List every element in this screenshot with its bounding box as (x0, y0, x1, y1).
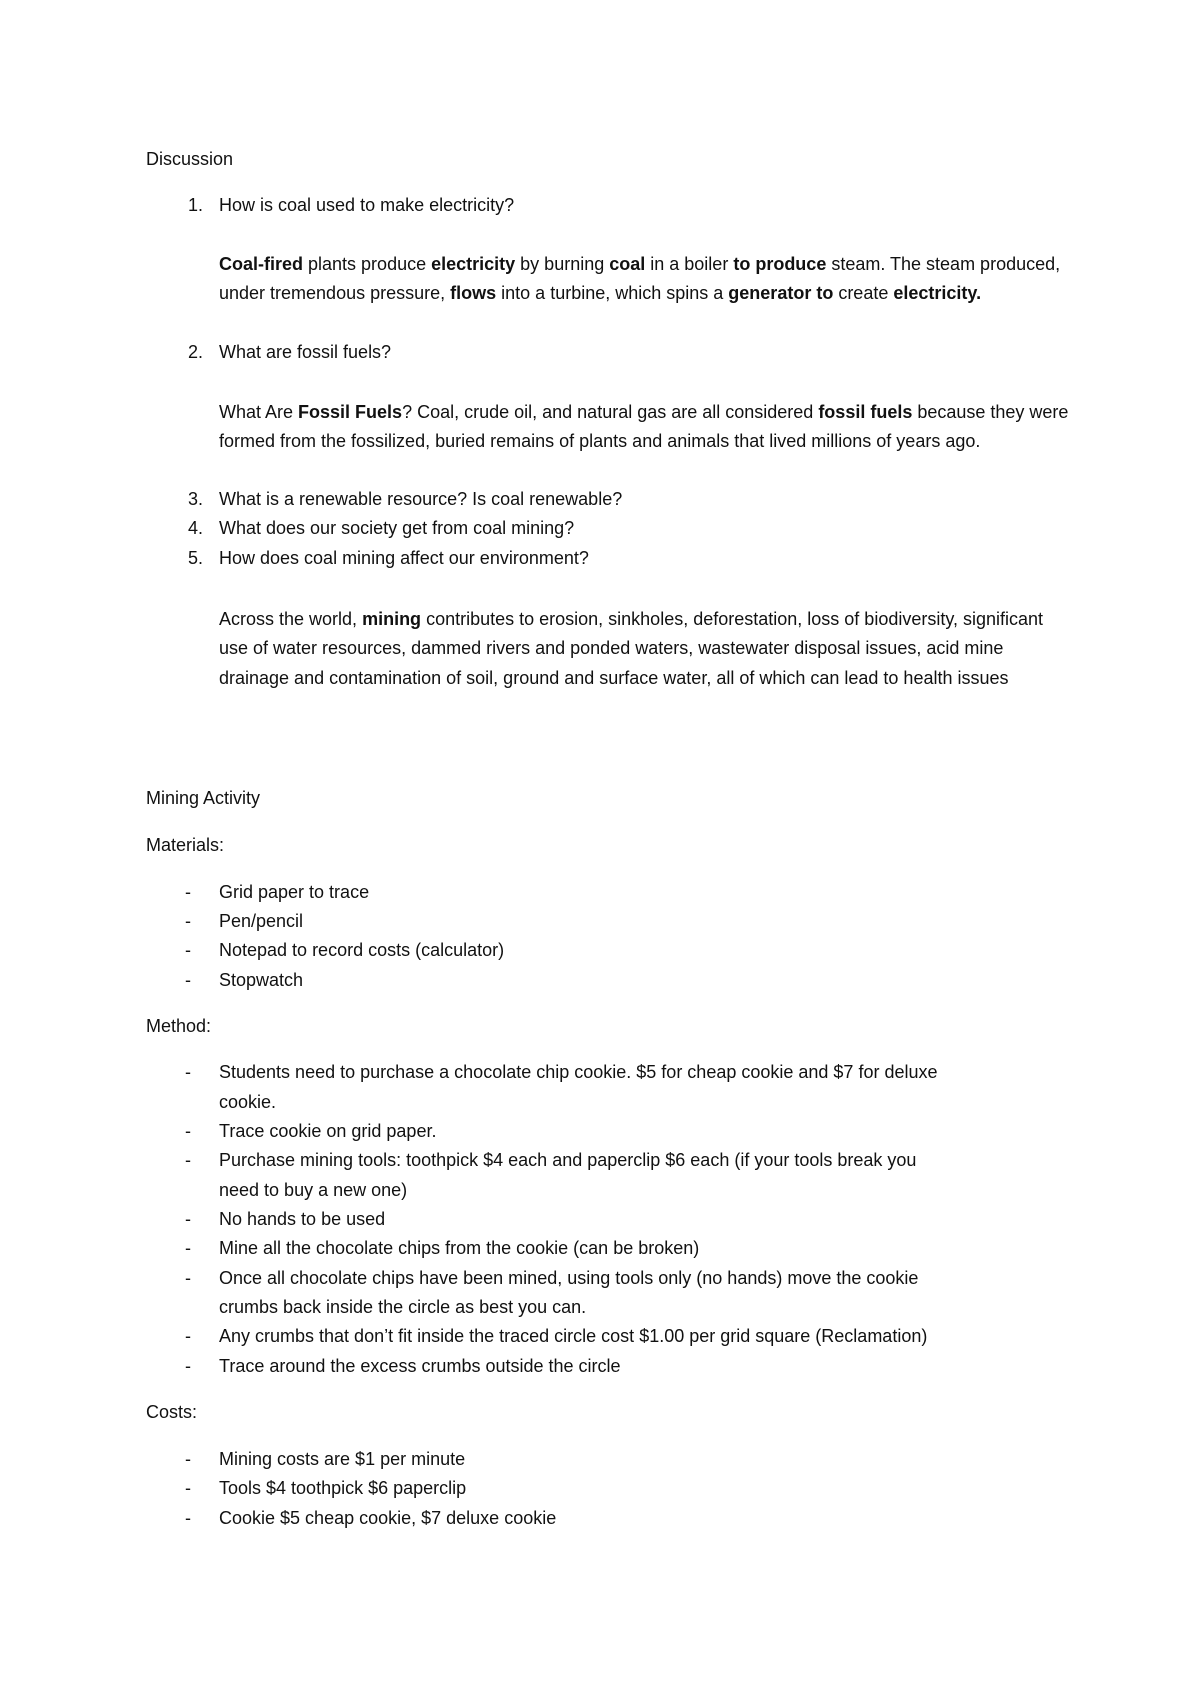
list-item-continued: cookie. (219, 1092, 277, 1112)
discussion-heading: Discussion (146, 149, 234, 169)
list-item: Trace around the excess crumbs outside the circle (219, 1356, 621, 1376)
list-dash: - (185, 882, 191, 902)
question-number: 2. (187, 342, 203, 362)
list-dash: - (185, 1326, 191, 1346)
answer-1: Coal-fired plants produce electricity by burning coal in a boiler to produce steam. The steam produced, under tremendous pressure, flows into a turbine, which spins a generator to create electricity. (219, 254, 1061, 304)
list-item-continued: need to buy a new one) (219, 1180, 408, 1200)
list-item: Tools $4 toothpick $6 paperclip (219, 1478, 467, 1498)
list-item: Pen/pencil (219, 911, 304, 931)
costs-heading: Costs: (146, 1402, 198, 1422)
list-dash: - (185, 911, 191, 931)
list-item: No hands to be used (219, 1209, 386, 1229)
list-dash: - (185, 940, 191, 960)
list-dash: - (185, 1062, 191, 1082)
method-heading: Method: (146, 1016, 212, 1036)
list-dash: - (185, 1268, 191, 1288)
list-dash: - (185, 1356, 191, 1376)
list-item: Purchase mining tools: toothpick $4 each and paperclip $6 each (if your tools break you (219, 1150, 917, 1170)
list-item: Once all chocolate chips have been mined, using tools only (no hands) move the cookie (219, 1268, 919, 1288)
list-dash: - (185, 1449, 191, 1469)
list-dash: - (185, 1238, 191, 1258)
activity-heading: Mining Activity (146, 788, 261, 808)
list-item: Grid paper to trace (219, 882, 370, 902)
list-item: Trace cookie on grid paper. (219, 1121, 437, 1141)
list-dash: - (185, 1121, 191, 1141)
question-number: 4. (187, 518, 203, 538)
materials-heading: Materials: (146, 835, 225, 855)
question-text: What are fossil fuels? (219, 342, 392, 362)
list-item: Mining costs are $1 per minute (219, 1449, 466, 1469)
list-dash: - (185, 970, 191, 990)
list-dash: - (185, 1508, 191, 1528)
question-text: What is a renewable resource? Is coal renewable? (219, 489, 623, 509)
list-item: Mine all the chocolate chips from the cookie (can be broken) (219, 1238, 700, 1258)
question-text: How does coal mining affect our environment? (219, 548, 589, 568)
list-item: Any crumbs that don’t fit inside the traced circle cost $1.00 per grid square (Reclamation) (219, 1326, 928, 1346)
question-number: 3. (187, 489, 203, 509)
list-item: Cookie $5 cheap cookie, $7 deluxe cookie (219, 1508, 557, 1528)
question-number: 1. (187, 195, 203, 215)
list-dash: - (185, 1150, 191, 1170)
question-text: How is coal used to make electricity? (219, 195, 515, 215)
answer-5: Across the world, mining contributes to erosion, sinkholes, deforestation, loss of biodiversity, significant use of water resources, dammed rivers and ponded waters, wastewater disposal issues, acid mine drainage and contamination of soil, ground and surface water, all of which can lead to health issues (219, 609, 1044, 688)
list-item: Students need to purchase a chocolate chip cookie. $5 for cheap cookie and $7 for deluxe (219, 1062, 938, 1082)
list-dash: - (185, 1209, 191, 1229)
list-item: Stopwatch (219, 970, 304, 990)
question-number: 5. (187, 548, 203, 568)
question-text: What does our society get from coal mining? (219, 518, 575, 538)
list-dash: - (185, 1478, 191, 1498)
answer-2: What Are Fossil Fuels? Coal, crude oil, and natural gas are all considered fossil fuels because they were formed from the fossilized, buried remains of plants and animals that lived millions of years ago. (219, 402, 1069, 452)
list-item: Notepad to record costs (calculator) (219, 940, 505, 960)
list-item-continued: crumbs back inside the circle as best you can. (219, 1297, 587, 1317)
